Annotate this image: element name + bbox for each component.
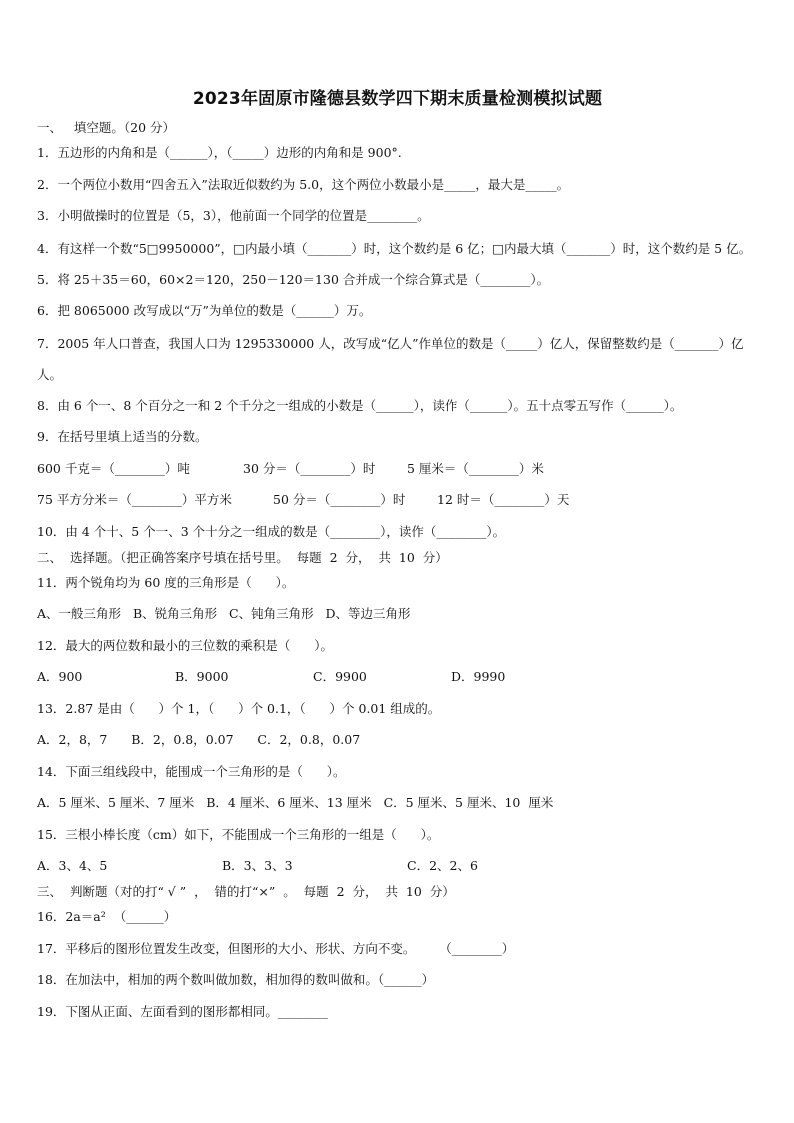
question-5: 5．将 25＋35＝60，60×2＝120，250－120＝130 合并成一个综合算式是（________）。 — [37, 271, 550, 287]
question-13: 13．2.87 是由（ ）个 1，（ ）个 0.1，（ ）个 0.01 组成的。 — [37, 700, 441, 716]
question-18: 18．在加法中，相加的两个数叫做加数，相加得的数叫做和。（______） — [37, 972, 435, 987]
question-6: 6．把 8065000 改写成以“万”为单位的数是（______）万。 — [37, 303, 372, 318]
question-9-item-b: 30 分＝（________）时 — [243, 460, 376, 476]
question-15: 15．三根小棒长度（cm）如下，不能围成一个三角形的一组是（ ）。 — [37, 826, 440, 842]
question-1: 1．五边形的内角和是（______），（_____）边形的内角和是 900°. — [37, 145, 402, 160]
question-9-item-e: 50 分＝（________）时 — [273, 492, 406, 507]
question-9-item-a: 600 千克＝（________）吨 — [37, 460, 190, 476]
section-heading-true-false: 三、 判断题（对的打“ √ ” ， 错的打“×” 。 每题 2 分， 共 10 分） — [37, 884, 455, 899]
question-4: 4．有这样一个数“5□9950000”，□内最小填（_______）时，这个数约是 6 亿；□内最大填（_______）时，这个数约是 5 亿。 — [37, 240, 752, 256]
question-11: 11．两个锐角均为 60 度的三角形是（ ）。 — [37, 574, 295, 590]
question-15-option-c: C．2、2、6 — [407, 858, 478, 873]
question-12-option-b: B．9000 — [175, 669, 229, 684]
question-12-option-d: D．9990 — [451, 669, 506, 684]
question-9-row-2 — [37, 492, 758, 508]
question-12-option-a: A．900 — [37, 669, 83, 684]
question-3: 3．小明做操时的位置是（5，3），他前面一个同学的位置是________。 — [37, 208, 430, 223]
question-19: 19．下图从正面、左面看到的图形都相同。________ — [37, 1003, 328, 1019]
question-12: 12．最大的两位数和最小的三位数的乘积是（ ）。 — [37, 637, 333, 653]
question-9-row-1 — [37, 461, 758, 477]
question-9: 9．在括号里填上适当的分数。 — [37, 429, 208, 444]
question-12-option-c: C．9900 — [313, 669, 367, 684]
question-15-options — [37, 858, 758, 874]
page-title: 2023年固原市隆德县数学四下期末质量检测模拟试题 — [192, 89, 603, 109]
question-14-options: A．5 厘米、5 厘米、7 厘米 B．4 厘米、6 厘米、13 厘米 C．5 厘米、5 厘米、10 厘米 — [37, 795, 554, 810]
question-14: 14．下面三组线段中，能围成一个三角形的是（ ）。 — [37, 763, 346, 779]
question-15-option-a: A．3、4、5 — [37, 858, 108, 873]
question-9-item-f: 12 时＝（________）天 — [437, 492, 570, 507]
question-2: 2．一个两位小数用“四舍五入”法取近似数约为 5.0，这个两位小数最小是_____，最大是_____。 — [37, 176, 570, 192]
question-12-options — [37, 669, 758, 685]
question-7: 7．2005 年人口普查，我国人口为 1295330000 人，改写成“亿人”作单位的数是（_____）亿人，保留整数约是（_______）亿人。 — [37, 335, 744, 382]
question-8: 8．由 6 个一、8 个百分之一和 2 个千分之一组成的小数是（______），读作（______）。五十点零五写作（______）。 — [37, 397, 683, 413]
section-heading-fill-in: 一、 填空题。（20 分） — [37, 120, 176, 135]
question-17: 17．平移后的图形位置发生改变，但图形的大小、形状、方向不变。 （________） — [37, 940, 515, 956]
question-9-item-c: 5 厘米＝（________）米 — [407, 460, 544, 476]
question-9-item-d: 75 平方分米＝（________）平方米 — [37, 492, 232, 507]
section-heading-choice: 二、 选择题。（把正确答案序号填在括号里。 每题 2 分， 共 10 分） — [37, 549, 448, 565]
question-11-options: A、一般三角形 B、锐角三角形 C、钝角三角形 D、等边三角形 — [37, 606, 411, 621]
question-15-option-b: B．3、3、3 — [222, 858, 293, 873]
question-10: 10．由 4 个十、5 个一、3 个十分之一组成的数是（________），读作（________）。 — [37, 523, 506, 539]
question-16: 16．2a＝a² （______） — [37, 909, 177, 924]
question-13-options: A．2，8，7 B．2，0.8，0.07 C．2，0.8，0.07 — [37, 732, 361, 747]
